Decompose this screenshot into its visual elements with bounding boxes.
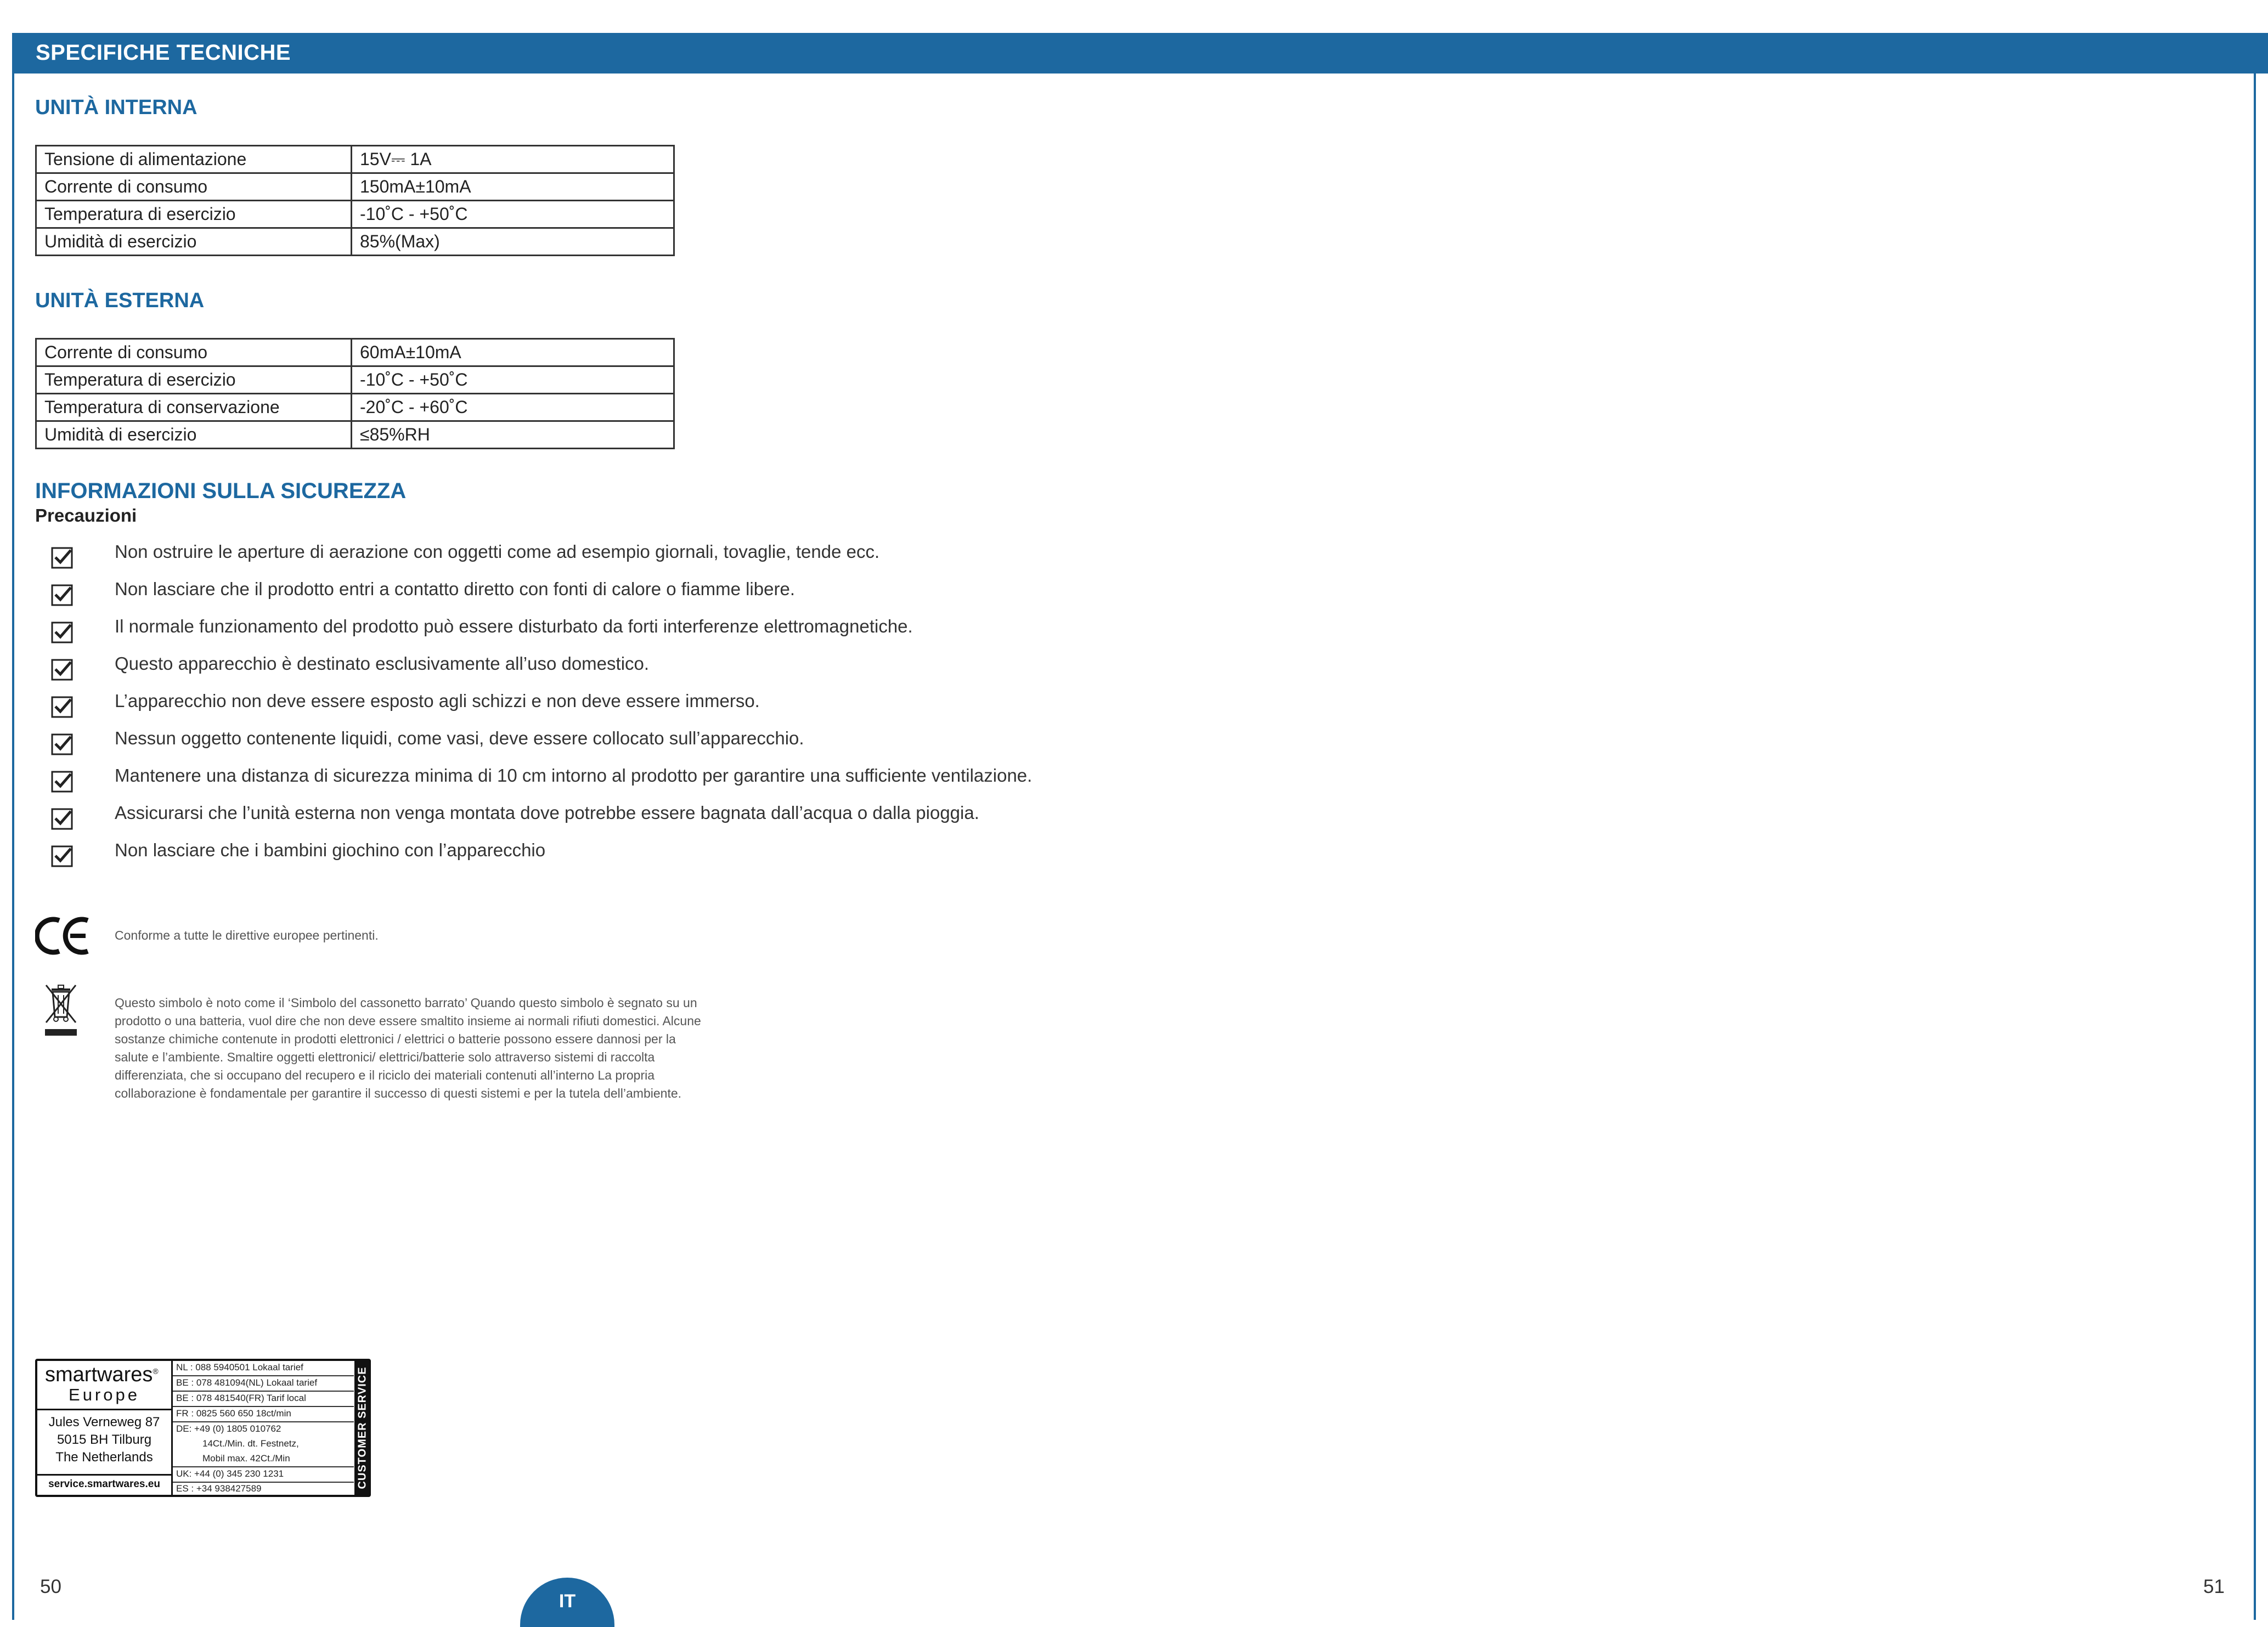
frame-left-border [12, 74, 14, 1620]
divider [173, 1406, 354, 1407]
list-item [51, 615, 1368, 652]
list-item [51, 727, 1368, 764]
brand-panel [37, 1361, 173, 1495]
divider [37, 1474, 171, 1476]
phone-entry: ES : +34 938427589 [176, 1483, 262, 1494]
header-bar [12, 33, 2268, 74]
spec-label: Corrente di consumo [36, 173, 352, 201]
table-row [36, 173, 674, 201]
page-number-left: 50 [40, 1576, 61, 1597]
checkbox-checked-icon [51, 845, 73, 867]
brand-name: smartwares [45, 1363, 153, 1386]
list-item [51, 578, 1368, 615]
precaution-text: Non lasciare che il prodotto entri a contatto diretto con fonti di calore o fiamme libere. [115, 579, 795, 599]
table-row [36, 394, 674, 421]
spec-value: 85%(Max) [352, 228, 674, 256]
crossed-bin-icon [43, 983, 79, 1038]
phone-entry-note: Mobil max. 42Ct./Min [202, 1453, 290, 1464]
divider [173, 1466, 354, 1467]
spec-value: 150mA±10mA [352, 173, 674, 201]
phone-list [173, 1361, 354, 1495]
table-row [36, 201, 674, 228]
trademark-mark: ® [153, 1366, 159, 1376]
spec-value: ≤85%RH [352, 421, 674, 449]
outdoor-unit-heading: UNITÀ ESTERNA [35, 289, 205, 312]
precaution-text: Assicurarsi che l’unità esterna non venga montata dove potrebbe essere bagnata dall’acqua o dalla pioggia. [115, 803, 979, 823]
indoor-spec-table [35, 145, 675, 256]
brand-logo [45, 1363, 159, 1387]
checkbox-checked-icon [51, 733, 73, 755]
list-item [51, 839, 1368, 876]
indoor-unit-heading: UNITÀ INTERNA [35, 96, 198, 119]
list-item [51, 652, 1368, 690]
divider [173, 1391, 354, 1392]
ce-mark-icon [35, 915, 91, 957]
checkbox-checked-icon [51, 808, 73, 830]
frame-right-border [2254, 74, 2256, 1620]
brand-region: Europe [69, 1385, 140, 1404]
customer-service-band [354, 1361, 371, 1495]
safety-heading: INFORMAZIONI SULLA SICUREZZA [35, 479, 407, 503]
spec-label: Temperatura di esercizio [36, 366, 352, 394]
divider [173, 1375, 354, 1376]
precaution-text: Non lasciare che i bambini giochino con l’apparecchio [115, 840, 546, 860]
weee-disposal-text: Questo simbolo è noto come il ‘Simbolo del cassonetto barrato’ Quando questo simbolo è segnato su un prodotto o una batteria, vuol dire che non deve essere smaltito insieme ai normali rifiuti domestici. Alcune sostanze chimiche contenute in prodotti elettronici / elettrici o batterie possono essere dannosi per la salute e l’ambiente. Smaltire oggetti elettronici/ elettrici/batterie solo attraverso sistemi di raccolta differenziata, che si occupano del recupero e il riciclo dei materiali contenuti all’interno La propria collaborazione è fondamentale per garantire il successo di questi sistemi e per la tutela dell’ambiente. [115, 996, 701, 1100]
outdoor-spec-table [35, 338, 675, 449]
checkbox-checked-icon [51, 771, 73, 793]
precautions-subheading: Precauzioni [35, 505, 137, 526]
address-line: Jules Verneweg 87 [48, 1415, 160, 1430]
precaution-text: Mantenere una distanza di sicurezza minima di 10 cm intorno al prodotto per garantire una sufficiente ventilazione. [115, 765, 1033, 786]
precautions-list [51, 540, 1368, 876]
customer-service-label: CUSTOMER SERVICE [356, 1366, 369, 1489]
spec-label: Umidità di esercizio [36, 228, 352, 256]
page-title: SPECIFICHE TECNICHE [36, 41, 291, 65]
spec-label: Umidità di esercizio [36, 421, 352, 449]
phone-entry: FR : 0825 560 650 18ct/min [176, 1408, 291, 1419]
precaution-text: L’apparecchio non deve essere esposto agli schizzi e non deve essere immerso. [115, 691, 760, 711]
phone-entry: BE : 078 481094(NL) Lokaal tarief [176, 1377, 318, 1388]
precaution-text: Nessun oggetto contenente liquidi, come vasi, deve essere collocato sull’apparecchio. [115, 728, 804, 748]
table-row [36, 339, 674, 366]
phone-entry: NL : 088 5940501 Lokaal tarief [176, 1362, 303, 1372]
phone-entry-note: 14Ct./Min. dt. Festnetz, [202, 1438, 299, 1449]
phone-entry: UK: +44 (0) 345 230 1231 [176, 1468, 284, 1479]
list-item [51, 764, 1368, 801]
spec-value: -20˚C - +60˚C [352, 394, 674, 421]
spec-value: 60mA±10mA [352, 339, 674, 366]
list-item [51, 801, 1368, 839]
customer-service-box [35, 1359, 371, 1497]
address-line: The Netherlands [55, 1450, 153, 1465]
table-row [36, 366, 674, 394]
checkbox-checked-icon [51, 659, 73, 681]
precaution-text: Il normale funzionamento del prodotto può essere disturbato da forti interferenze elettromagnetiche. [115, 616, 913, 636]
phone-entry: DE: +49 (0) 1805 010762 [176, 1423, 281, 1434]
page-number-right: 51 [2203, 1576, 2225, 1597]
spec-value: -10˚C - +50˚C [352, 366, 674, 394]
spec-label: Temperatura di esercizio [36, 201, 352, 228]
divider [173, 1421, 354, 1422]
precaution-text: Questo apparecchio è destinato esclusivamente all’uso domestico. [115, 653, 650, 674]
spec-label: Temperatura di conservazione [36, 394, 352, 421]
divider [173, 1482, 354, 1483]
list-item [51, 690, 1368, 727]
table-row [36, 421, 674, 449]
service-url[interactable]: service.smartwares.eu [48, 1478, 160, 1490]
phone-entry: BE : 078 481540(FR) Tarif local [176, 1393, 306, 1403]
spec-value: 15V⎓ 1A [352, 146, 674, 173]
checkbox-checked-icon [51, 622, 73, 643]
ce-compliance-text: Conforme a tutte le direttive europee pertinenti. [115, 928, 379, 942]
table-row [36, 228, 674, 256]
spec-label: Corrente di consumo [36, 339, 352, 366]
spec-value: -10˚C - +50˚C [352, 201, 674, 228]
checkbox-checked-icon [51, 696, 73, 718]
checkbox-checked-icon [51, 584, 73, 606]
precaution-text: Non ostruire le aperture di aerazione con oggetti come ad esempio giornali, tovaglie, tende ecc. [115, 541, 880, 562]
list-item [51, 540, 1368, 578]
checkbox-checked-icon [51, 547, 73, 569]
language-label: IT [558, 1591, 576, 1612]
divider [37, 1409, 171, 1410]
table-row [36, 146, 674, 173]
address-line: 5015 BH Tilburg [57, 1432, 152, 1447]
spec-label: Tensione di alimentazione [36, 146, 352, 173]
company-address [37, 1414, 171, 1466]
